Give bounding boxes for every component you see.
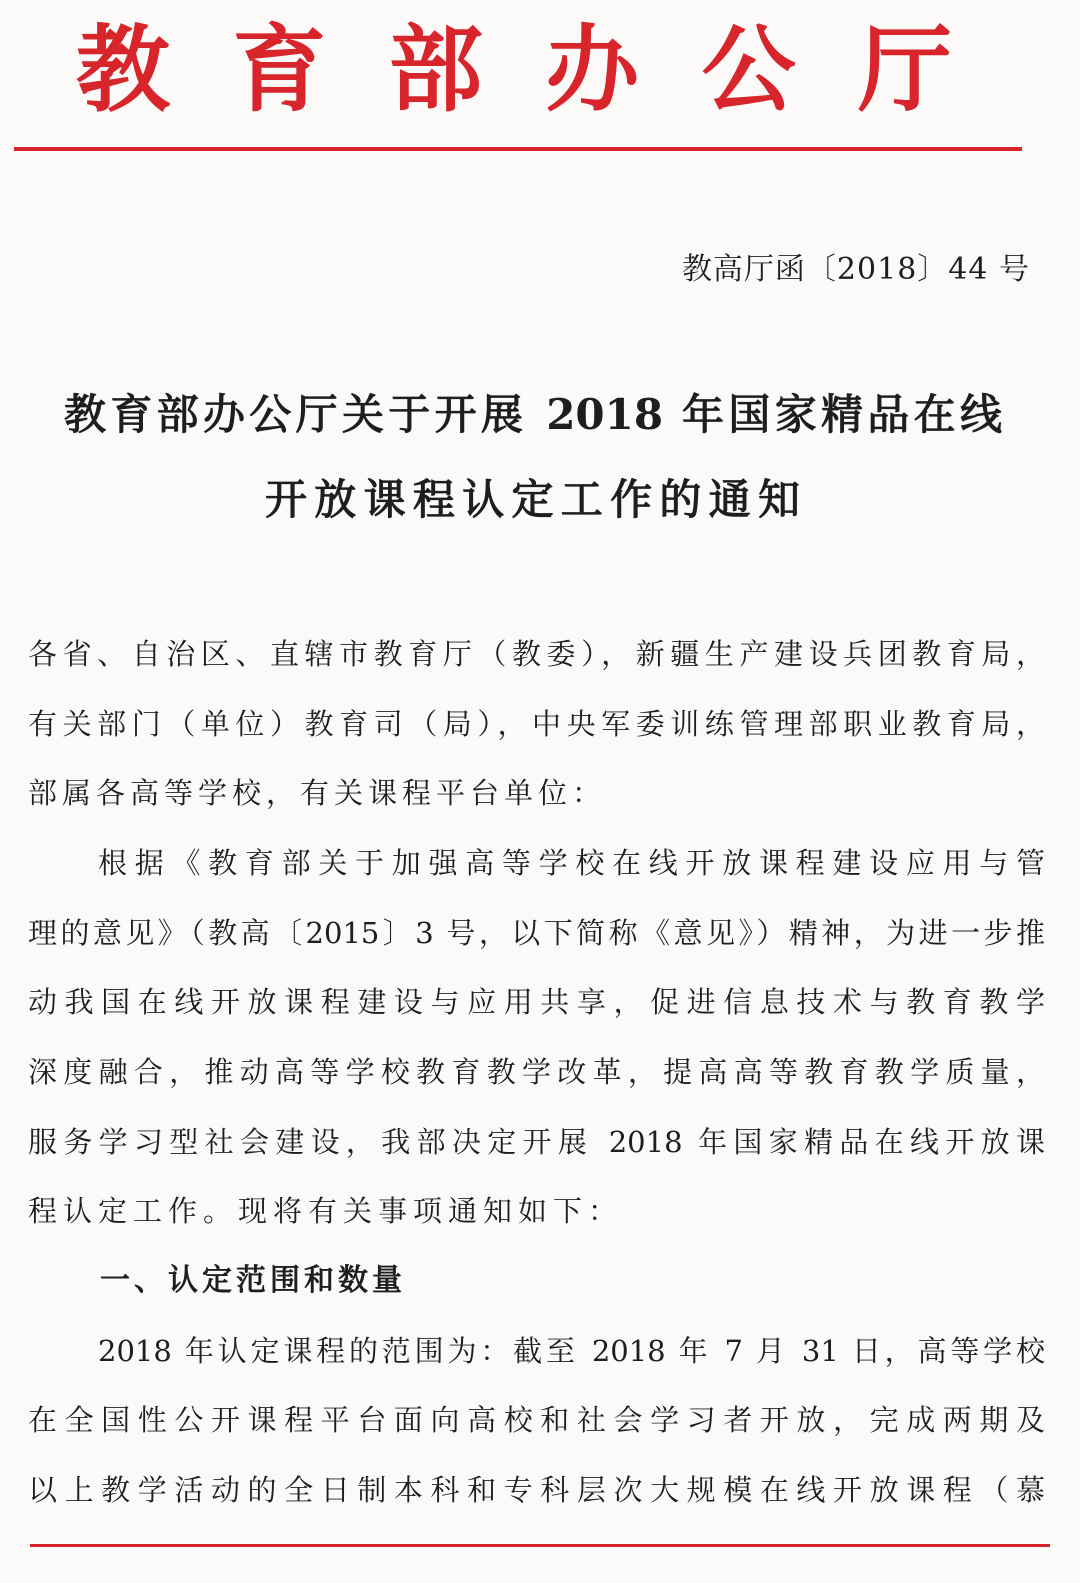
letterhead-red-rule (14, 147, 1022, 151)
recipient-line: 有关部门（单位）教育司（局），中央军委训练管理部职业教育局， (28, 707, 1045, 741)
body-paragraph-line: 在全国性公开课程平台面向高校和社会学习者开放，完成两期及 (28, 1403, 1045, 1437)
document-number: 教高厅函〔2018〕44 号 (681, 252, 1030, 287)
body-paragraph-line: 以上教学活动的全日制本科和专科层次大规模在线开放课程（慕 (28, 1473, 1045, 1507)
section-heading: 一、认定范围和数量 (100, 1263, 406, 1298)
letterhead-org-name: 教育部办公厅 (76, 20, 952, 120)
body-paragraph-line: 动我国在线开放课程建设与应用共享，促进信息技术与教育教学 (28, 985, 1045, 1019)
recipient-line: 部属各高等学校，有关课程平台单位： (28, 776, 607, 810)
document-title-line: 教育部办公厅关于开展 2018 年国家精品在线 (64, 391, 1002, 439)
document-title-line: 开放课程认定工作的通知 (265, 476, 800, 524)
footer-red-rule (30, 1544, 1050, 1547)
body-paragraph-line: 2018 年认定课程的范围为：截至 2018 年 7 月 31 日，高等学校 (98, 1334, 1045, 1368)
body-paragraph-line: 程认定工作。现将有关事项通知如下： (28, 1194, 624, 1228)
body-paragraph-line: 理的意见》（教高〔2015〕3 号，以下简称《意见》）精神，为进一步推 (28, 916, 1045, 950)
body-paragraph-line: 服务学习型社会建设，我部决定开展 2018 年国家精品在线开放课 (28, 1125, 1045, 1159)
recipient-line: 各省、自治区、直辖市教育厅（教委），新疆生产建设兵团教育局， (28, 637, 1045, 671)
body-paragraph-line: 根据《教育部关于加强高等学校在线开放课程建设应用与管 (98, 846, 1045, 880)
body-paragraph-line: 深度融合，推动高等学校教育教学改革，提高高等教育教学质量， (28, 1055, 1045, 1089)
